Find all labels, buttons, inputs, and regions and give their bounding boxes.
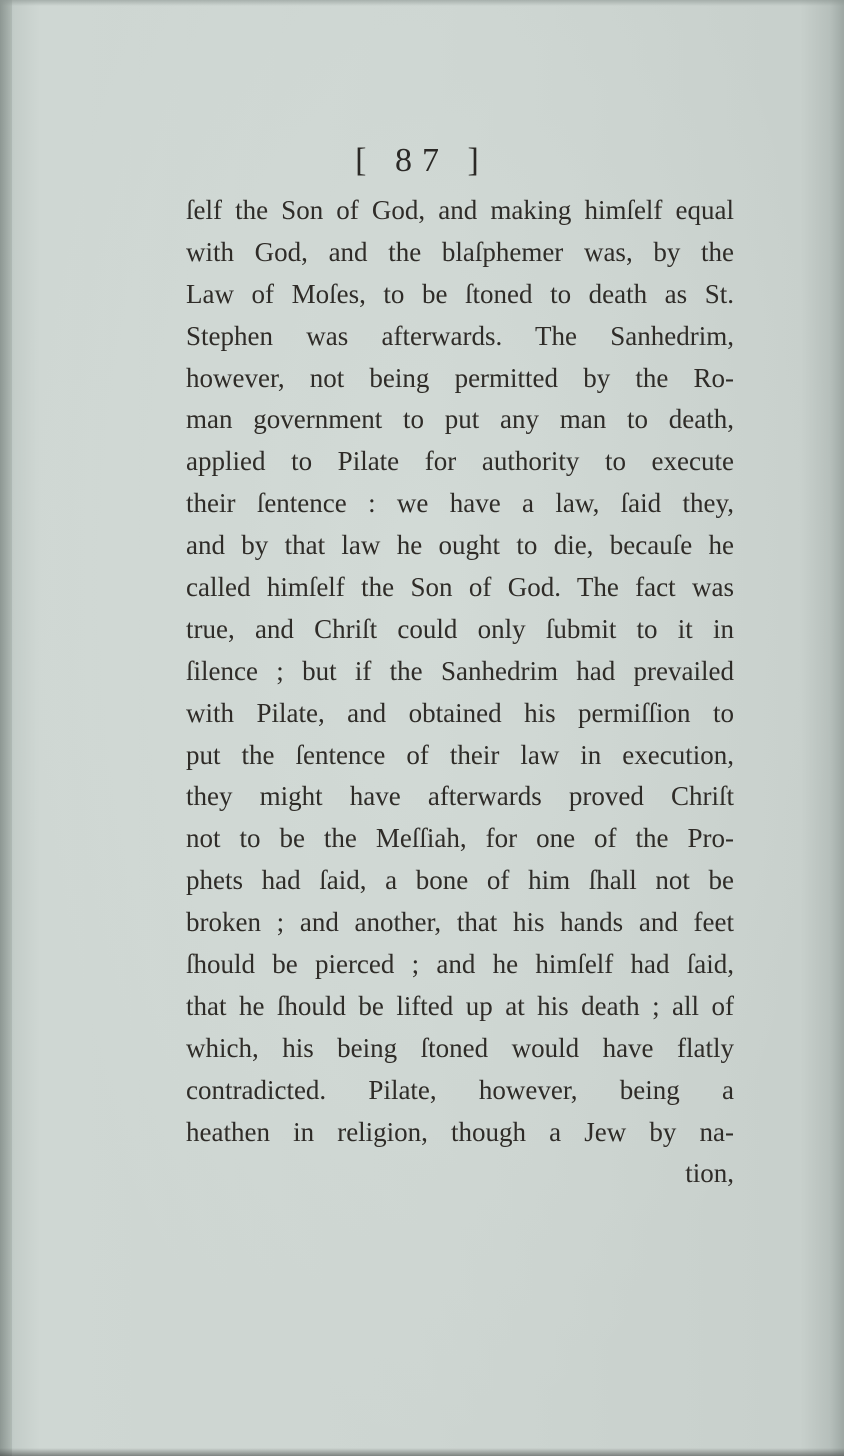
text-line: heathen in religion, though a Jew by na-: [186, 1116, 734, 1147]
text-line: not to be the Meſſiah, for one of the Pro-: [186, 823, 734, 854]
text-line: Stephen was afterwards. The Sanhedrim,: [186, 320, 734, 351]
text-line: which, his being ſtoned would have flatly: [186, 1032, 734, 1063]
text-line: broken ; and another, that his hands and feet: [186, 907, 734, 938]
text-line: man government to put any man to death,: [186, 404, 734, 435]
text-line: with God, and the blaſphemer was, by the: [186, 236, 734, 267]
text-line: their ſentence : we have a law, ſaid they,: [186, 488, 734, 519]
text-line: contradicted. Pilate, however, being a: [186, 1074, 734, 1105]
text-line: ſhould be pierced ; and he himſelf had ſaid,: [186, 949, 734, 980]
text-line: with Pilate, and obtained his permiſſion to: [186, 697, 734, 728]
text-line: that he ſhould be lifted up at his death ; all of: [186, 990, 734, 1021]
page-number: [ 87 ]: [355, 142, 489, 179]
text-line: true, and Chriſt could only ſubmit to it in: [186, 613, 734, 644]
text-line: put the ſentence of their law in execution,: [186, 739, 734, 770]
text-line: however, not being permitted by the Ro-: [186, 362, 734, 393]
text-line: ſelf the Son of God, and making himſelf equal: [186, 195, 734, 225]
catchword: tion,: [685, 1158, 734, 1189]
text-line: applied to Pilate for authority to execute: [186, 446, 734, 477]
body-text: [186, 190, 734, 1195]
page-edge-shadow: [0, 1448, 844, 1456]
text-line: they might have afterwards proved Chriſt: [186, 781, 734, 812]
text-line: Law of Moſes, to be ſtoned to death as St.: [186, 278, 734, 309]
text-line: and by that law he ought to die, becauſe he: [186, 530, 734, 561]
text-line: phets had ſaid, a bone of him ſhall not be: [186, 865, 734, 896]
text-line: ſilence ; but if the Sanhedrim had prevailed: [186, 655, 734, 686]
text-line: called himſelf the Son of God. The fact was: [186, 572, 734, 603]
